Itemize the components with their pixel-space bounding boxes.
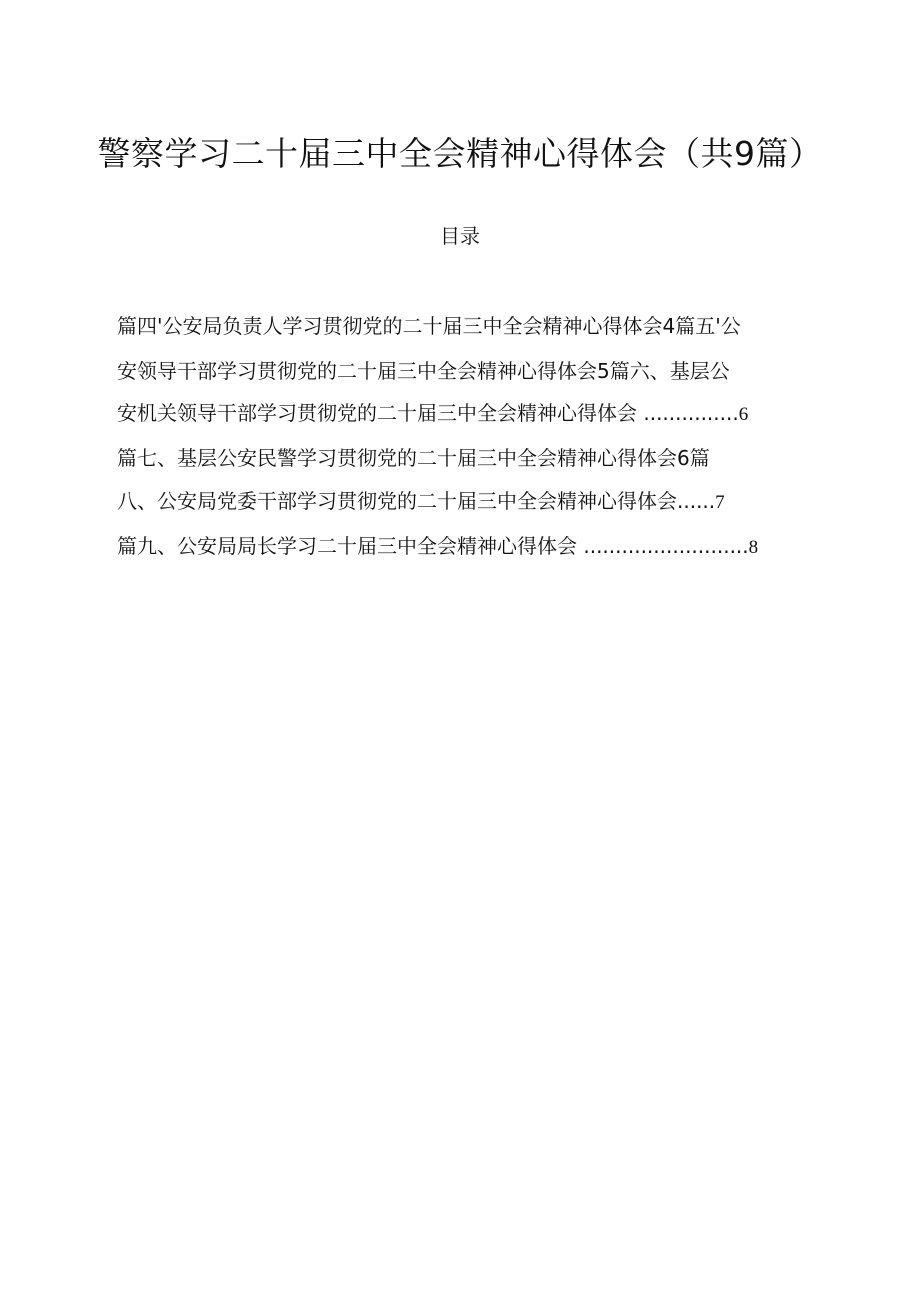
toc-line — [117, 487, 725, 517]
toc-line-text: 篇四'公安局负责人学习贯彻党的二十届三中全会精神心得体会4篇五'公 — [117, 314, 741, 338]
toc-line — [117, 532, 758, 562]
toc-line — [117, 357, 730, 385]
toc-heading: 目录 — [440, 224, 480, 248]
toc-page-number: 8 — [748, 537, 759, 558]
toc-line — [117, 444, 710, 472]
toc-line-text: 安领导干部学习贯彻党的二十届三中全会精神心得体会5篇六、基层公 — [117, 359, 730, 383]
toc-line-text: 篇七、基层公安民警学习贯彻党的二十届三中全会精神心得体会6篇 — [117, 446, 710, 470]
toc-page-number: 7 — [715, 492, 725, 513]
document-title: 警察学习二十届三中全会精神心得体会（共9篇） — [97, 134, 823, 173]
toc-line — [117, 399, 748, 429]
toc-line-text: 篇九、公安局局长学习二十届三中全会精神心得体会 .......................... — [117, 534, 749, 558]
toc-line-text: 安机关领导干部学习贯彻党的二十届三中全会精神心得体会 ............... — [117, 401, 739, 425]
toc-line — [117, 312, 741, 340]
toc-line-text: 八、公安局党委干部学习贯彻党的二十届三中全会精神心得体会...... — [117, 489, 716, 513]
toc-page-number: 6 — [738, 404, 749, 425]
